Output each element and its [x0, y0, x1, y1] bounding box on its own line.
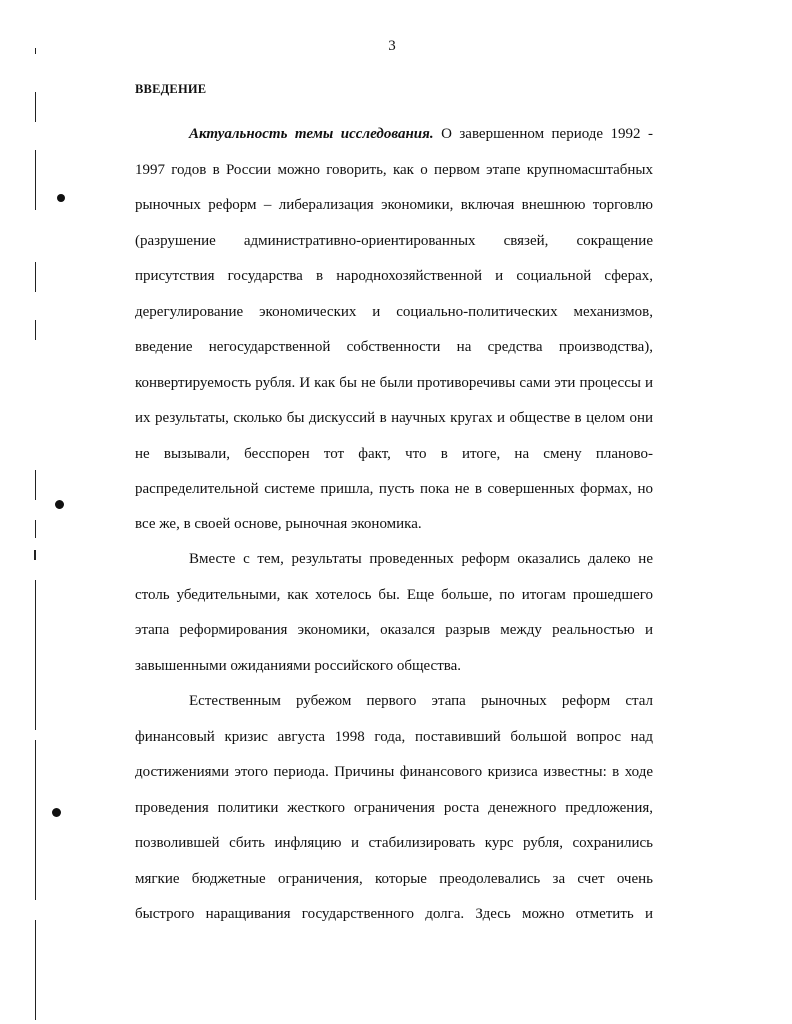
paragraph-line: завышенными ожиданиями российского общества. — [135, 658, 462, 674]
scan-margin-mark — [35, 520, 36, 538]
paragraph-line: быстрого наращивания государственного долга. Здесь можно отметить и — [135, 906, 653, 922]
paragraph-line: Вместе с тем, результаты проведенных реформ оказались далеко не — [189, 551, 653, 567]
scan-margin-mark — [34, 550, 36, 560]
paragraph-line: не вызывали, бесспорен тот факт, что в итоге, на смену планово- — [135, 446, 653, 462]
paragraph-line: все же, в своей основе, рыночная экономика. — [135, 516, 422, 532]
paragraph-line: финансовый кризис августа 1998 года, поставивший большой вопрос над — [135, 729, 653, 745]
binder-hole-mark — [55, 500, 64, 509]
scan-margin-mark — [35, 262, 36, 292]
scan-margin-mark — [35, 48, 36, 54]
paragraph-line: присутствия государства в народнохозяйственной и социальной сферах, — [135, 268, 653, 284]
paragraph-line: столь убедительными, как хотелось бы. Еще больше, по итогам прошедшего — [135, 587, 653, 603]
scan-margin-mark — [35, 740, 36, 900]
paragraph-line: мягкие бюджетные ограничения, которые преодолевались за счет очень — [135, 871, 653, 887]
scan-margin-mark — [35, 470, 36, 500]
scan-margin-mark — [35, 320, 36, 340]
scan-margin-mark — [35, 920, 36, 1020]
paragraph-line: (разрушение административно-ориентированных связей, сокращение — [135, 233, 653, 249]
paragraph-line: распределительной системе пришла, пусть пока не в совершенных формах, но — [135, 481, 653, 497]
binder-hole-mark — [52, 808, 61, 817]
scan-margin-mark — [35, 150, 36, 210]
paragraph-line: введение негосударственной собственности на средства производства), — [135, 339, 653, 355]
paragraph-line: дерегулирование экономических и социально-политических механизмов, — [135, 304, 653, 320]
scan-margin-mark — [35, 580, 36, 730]
lead-phrase: Актуальность темы исследования. — [189, 126, 434, 142]
paragraph-line: 1997 годов в России можно говорить, как о первом этапе крупномасштабных — [135, 162, 653, 178]
paragraph-line: рыночных реформ – либерализация экономики, включая внешнюю торговлю — [135, 197, 653, 213]
binder-hole-mark — [57, 194, 65, 202]
section-heading: ВВЕДЕНИЕ — [135, 82, 207, 96]
paragraph-line: их результаты, сколько бы дискуссий в научных кругах и обществе в целом они — [135, 410, 653, 426]
paragraph-line: проведения политики жесткого ограничения роста денежного предложения, — [135, 800, 653, 816]
paragraph-line: позволившей сбить инфляцию и стабилизировать курс рубля, сохранились — [135, 835, 653, 851]
paragraph-line: Естественным рубежом первого этапа рыночных реформ стал — [189, 693, 653, 709]
paragraph-line: конвертируемость рубля. И как бы не были противоречивы сами эти процессы и — [135, 375, 653, 391]
scan-margin-mark — [35, 92, 36, 122]
line-text: О завершенном периоде 1992 - — [433, 126, 653, 142]
page-number: 3 — [388, 38, 396, 54]
paragraph-line: достижениями этого периода. Причины финансового кризиса известны: в ходе — [135, 764, 653, 780]
paragraph-line: этапа реформирования экономики, оказался разрыв между реальностью и — [135, 622, 653, 638]
paragraph-line — [189, 124, 653, 144]
